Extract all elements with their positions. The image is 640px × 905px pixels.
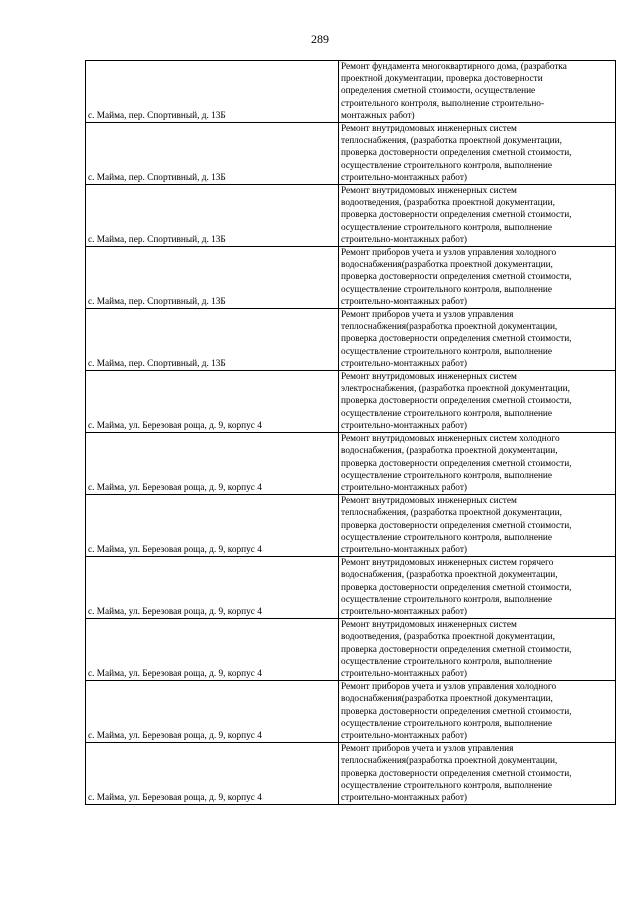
- table-row: [86, 185, 616, 247]
- table-row: [86, 433, 616, 495]
- address-cell: с. Майма, ул. Березовая роща, д. 9, корпус 4: [86, 681, 339, 743]
- table-row: [86, 495, 616, 557]
- table-row: [86, 557, 616, 619]
- address-cell: с. Майма, ул. Березовая роща, д. 9, корпус 4: [86, 495, 339, 557]
- work-description-cell: Ремонт внутридомовых инженерных систем водоотведения, (разработка проектной документации, проверка достоверности определения сметной стоимости, осуществление строительного контроля, выполнение строительно-монтажных работ): [339, 185, 616, 247]
- address-cell: с. Майма, пер. Спортивный, д. 13Б: [86, 123, 339, 185]
- address-cell: с. Майма, пер. Спортивный, д. 13Б: [86, 309, 339, 371]
- work-description-cell: Ремонт внутридомовых инженерных систем горячего водоснабжения, (разработка проектной документации, проверка достоверности определения сметной стоимости, осуществление строительного контроля, выполнение строительно-монтажных работ): [339, 557, 616, 619]
- table-row: [86, 371, 616, 433]
- address-cell: с. Майма, пер. Спортивный, д. 13Б: [86, 185, 339, 247]
- work-description-cell: Ремонт приборов учета и узлов управления холодного водоснабжения(разработка проектной документации, проверка достоверности определения сметной стоимости, осуществление строительного контроля, выполнение строительно-монтажных работ): [339, 247, 616, 309]
- work-description-cell: Ремонт внутридомовых инженерных систем теплоснабжения, (разработка проектной документации, проверка достоверности определения сметной стоимости, осуществление строительного контроля, выполнение строительно-монтажных работ): [339, 495, 616, 557]
- address-cell: с. Майма, пер. Спортивный, д. 13Б: [86, 61, 339, 123]
- table-row: [86, 743, 616, 805]
- work-description-cell: Ремонт приборов учета и узлов управления теплоснабжения(разработка проектной документации, проверка достоверности определения сметной стоимости, осуществление строительного контроля, выполнение строительно-монтажных работ): [339, 743, 616, 805]
- work-description-cell: Ремонт внутридомовых инженерных систем теплоснабжения, (разработка проектной документации, проверка достоверности определения сметной стоимости, осуществление строительного контроля, выполнение строительно-монтажных работ): [339, 123, 616, 185]
- table-row: [86, 123, 616, 185]
- work-description-cell: Ремонт приборов учета и узлов управления теплоснабжения(разработка проектной документации, проверка достоверности определения сметной стоимости, осуществление строительного контроля, выполнение строительно-монтажных работ): [339, 309, 616, 371]
- address-cell: с. Майма, ул. Березовая роща, д. 9, корпус 4: [86, 557, 339, 619]
- work-description-cell: Ремонт приборов учета и узлов управления холодного водоснабжения(разработка проектной документации, проверка достоверности определения сметной стоимости, осуществление строительного контроля, выполнение строительно-монтажных работ): [339, 681, 616, 743]
- table-row: [86, 681, 616, 743]
- works-table: [85, 60, 616, 805]
- address-cell: с. Майма, ул. Березовая роща, д. 9, корпус 4: [86, 433, 339, 495]
- work-description-cell: Ремонт внутридомовых инженерных систем водоотведения, (разработка проектной документации, проверка достоверности определения сметной стоимости, осуществление строительного контроля, выполнение строительно-монтажных работ): [339, 619, 616, 681]
- page-number: 289: [311, 32, 329, 46]
- address-cell: с. Майма, пер. Спортивный, д. 13Б: [86, 247, 339, 309]
- work-description-cell: Ремонт внутридомовых инженерных систем холодного водоснабжения, (разработка проектной документации, проверка достоверности определения сметной стоимости, осуществление строительного контроля, выполнение строительно-монтажных работ): [339, 433, 616, 495]
- work-description-cell: Ремонт фундамента многоквартирного дома, (разработка проектной документации, проверка достоверности определения сметной стоимости, осуществление строительного контроля, выполнение строительно- монтажных работ): [339, 61, 616, 123]
- table-row: [86, 309, 616, 371]
- table-row: [86, 61, 616, 123]
- address-cell: с. Майма, ул. Березовая роща, д. 9, корпус 4: [86, 743, 339, 805]
- table-row: [86, 247, 616, 309]
- address-cell: с. Майма, ул. Березовая роща, д. 9, корпус 4: [86, 371, 339, 433]
- table-row: [86, 619, 616, 681]
- work-description-cell: Ремонт внутридомовых инженерных систем электроснабжения, (разработка проектной документации, проверка достоверности определения сметной стоимости, осуществление строительного контроля, выполнение строительно-монтажных работ): [339, 371, 616, 433]
- address-cell: с. Майма, ул. Березовая роща, д. 9, корпус 4: [86, 619, 339, 681]
